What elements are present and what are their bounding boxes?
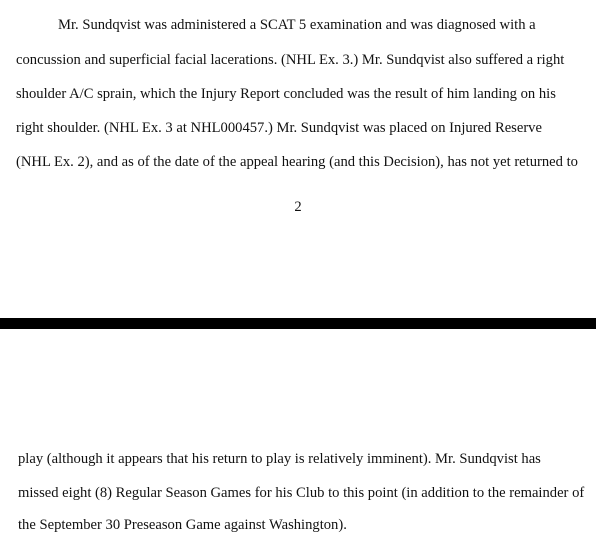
continuation-line-1: play (although it appears that his return to play is relatively imminent). Mr. Sundqvist has [18, 451, 541, 467]
page-number: 2 [294, 199, 302, 215]
continuation-line-3: the September 30 Preseason Game against Washington). [18, 517, 347, 533]
paragraph-line-5: (NHL Ex. 2), and as of the date of the appeal hearing (and this Decision), has not yet returned to [16, 154, 578, 170]
paragraph-line-3: shoulder A/C sprain, which the Injury Report concluded was the result of him landing on his [16, 86, 556, 102]
document-page-bottom [0, 329, 596, 551]
paragraph-line-1: Mr. Sundqvist was administered a SCAT 5 examination and was diagnosed with a [58, 17, 536, 33]
continuation-line-2: missed eight (8) Regular Season Games for his Club to this point (in addition to the remainder of [18, 485, 585, 501]
page-divider [0, 318, 596, 329]
paragraph-line-4: right shoulder. (NHL Ex. 3 at NHL000457.) Mr. Sundqvist was placed on Injured Reserve [16, 120, 542, 136]
paragraph-line-2: concussion and superficial facial lacerations. (NHL Ex. 3.) Mr. Sundqvist also suffered a right [16, 52, 565, 68]
